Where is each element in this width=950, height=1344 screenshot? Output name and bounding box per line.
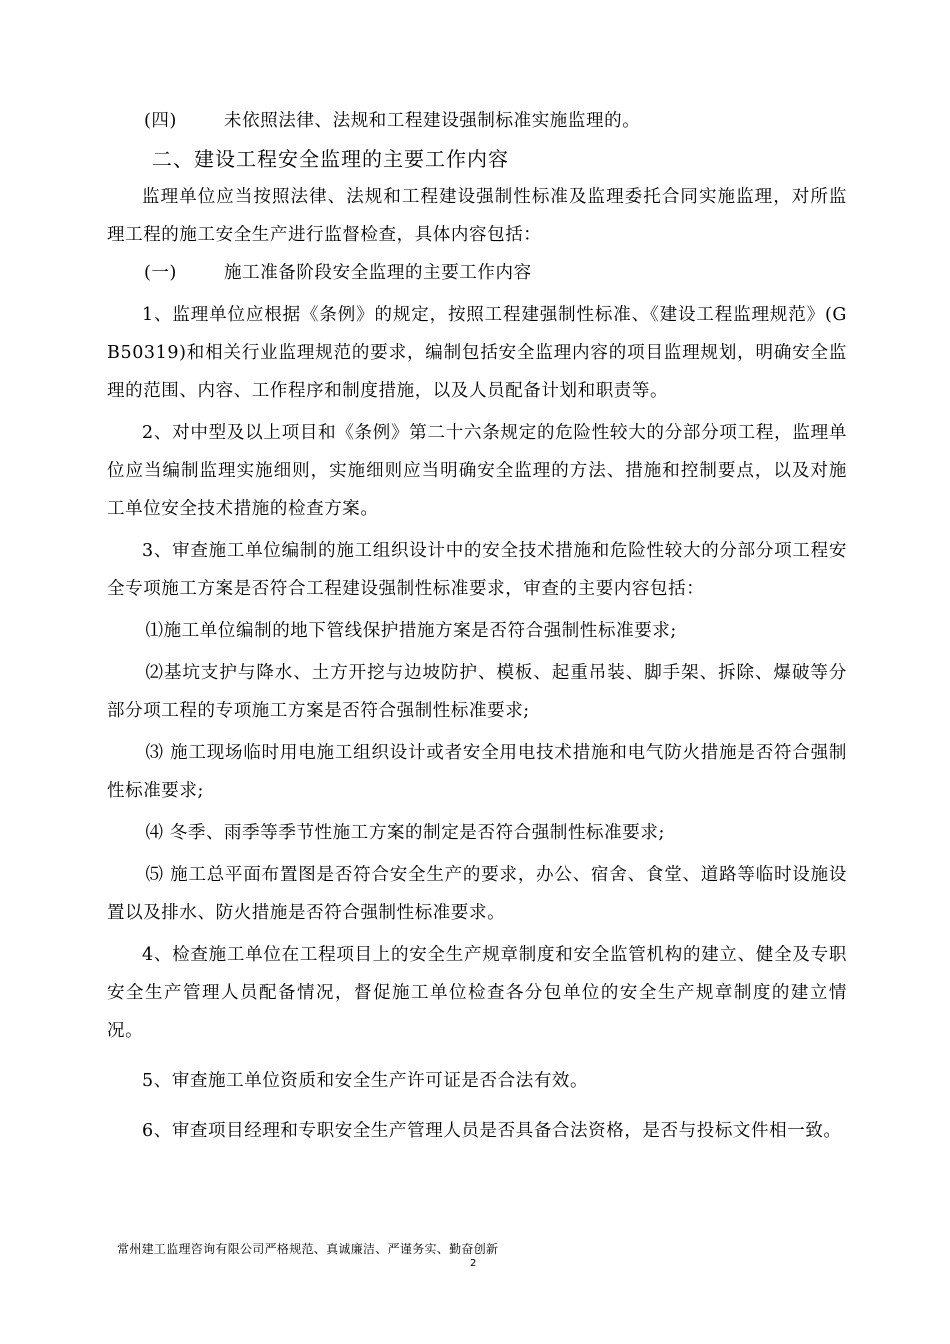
item-paragraph-1: 1、监理单位应根据《条例》的规定，按照工程建强制性标准、《建设工程监理规范》(GB50319)和相关行业监理规范的要求，编制包括安全监理内容的项目监理规划，明确安全监理的范围、内容、工作程序和制度措施，以及人员配备计划和职责等。 bbox=[107, 305, 847, 401]
sub-item-3: ⑶ 施工现场临时用电施工组织设计或者安全用电技术措施和电气防火措施是否符合强制性标准要求; bbox=[107, 743, 847, 801]
sub-heading-number: (一) bbox=[144, 263, 177, 283]
sub-item-2: ⑵基坑支护与降水、土方开挖与边坡防护、模板、起重吊装、脚手架、拆除、爆破等分部分项工程的专项施工方案是否符合强制性标准要求; bbox=[107, 663, 847, 721]
sub-heading-text: 施工准备阶段安全监理的主要工作内容 bbox=[224, 263, 532, 283]
sub-heading bbox=[107, 254, 847, 292]
item-paragraph-4: 4、检查施工单位在工程项目上的安全生产规章制度和安全监管机构的建立、健全及专职安全生产管理人员配备情况，督促施工单位检查各分包单位的安全生产规章制度的建立情况。 bbox=[107, 945, 847, 1041]
intro-paragraph: 监理单位应当按照法律、法规和工程建设强制性标准及监理委托合同实施监理，对所监理工程的施工安全生产进行监督检查，具体内容包括： bbox=[107, 187, 847, 245]
sub-item-5: ⑸ 施工总平面布置图是否符合安全生产的要求，办公、宿舍、食堂、道路等临时设施设置以及排水、防火措施是否符合强制性标准要求。 bbox=[107, 865, 847, 923]
section-heading: 二、建设工程安全监理的主要工作内容 bbox=[152, 147, 509, 171]
footer-company-motto: 常州建工监理咨询有限公司严格规范、真诚廉洁、严谨务实、勤奋创新 bbox=[117, 1242, 499, 1256]
sub-item-4: ⑷ 冬季、雨季等季节性施工方案的制定是否符合强制性标准要求; bbox=[145, 823, 665, 843]
clause-number: (四) bbox=[144, 111, 177, 131]
page-number: 2 bbox=[470, 1258, 477, 1269]
item-paragraph-2: 2、对中型及以上项目和《条例》第二十六条规定的危险性较大的分部分项工程，监理单位应当编制监理实施细则，实施细则应当明确安全监理的方法、措施和控制要点，以及对施工单位安全技术措施的检查方案。 bbox=[107, 423, 847, 519]
clause-item-4 bbox=[107, 102, 847, 140]
item-paragraph-3: 3、审查施工单位编制的施工组织设计中的安全技术措施和危险性较大的分部分项工程安全专项施工方案是否符合工程建设强制性标准要求，审查的主要内容包括： bbox=[107, 541, 847, 599]
sub-item-1: ⑴施工单位编制的地下管线保护措施方案是否符合强制性标准要求; bbox=[145, 621, 677, 641]
clause-text: 未依照法律、法规和工程建设强制标准实施监理的。 bbox=[224, 111, 641, 131]
item-paragraph-5: 5、审查施工单位资质和安全生产许可证是否合法有效。 bbox=[142, 1071, 589, 1091]
document-body bbox=[107, 102, 847, 1150]
item-paragraph-6: 6、审查项目经理和专职安全生产管理人员是否具备合法资格，是否与投标文件相一致。 bbox=[142, 1121, 842, 1141]
